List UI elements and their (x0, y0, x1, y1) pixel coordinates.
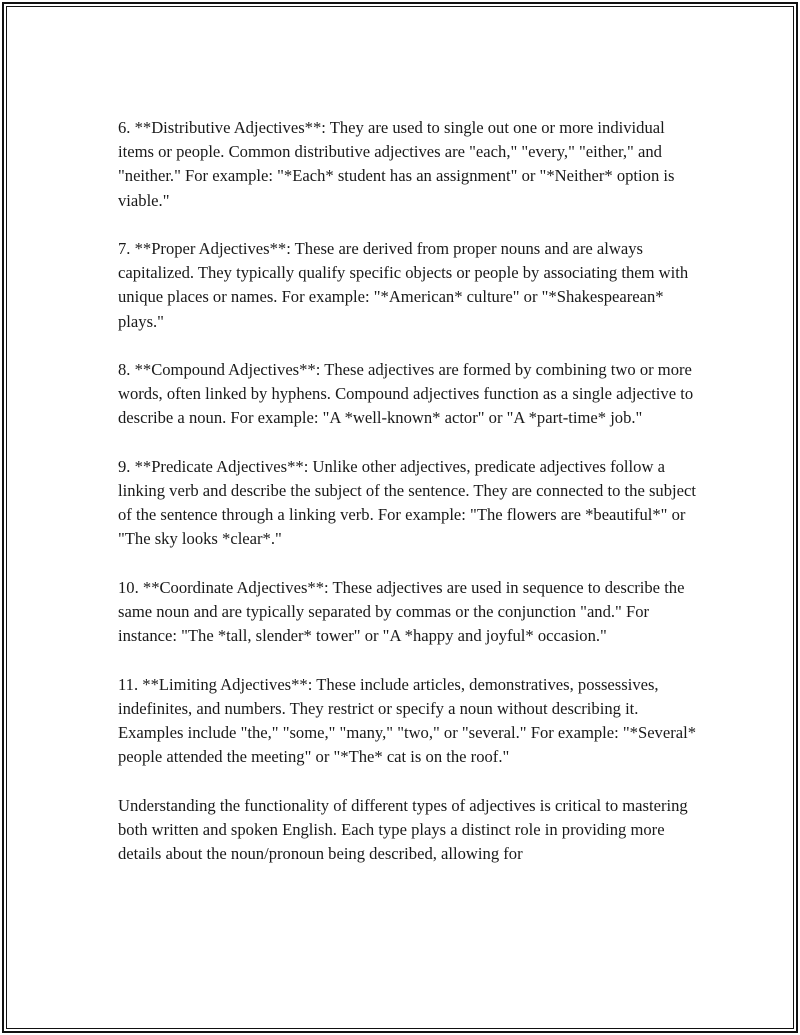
paragraph-conclusion: Understanding the functionality of different types of adjectives is critical to mastering both written and spoken English. Each type plays a distinct role in providing more details about the noun/pronoun being described, allowing for (118, 795, 688, 863)
paragraph-distributive-adjectives: 6. **Distributive Adjectives**: They are used to single out one or more individual items or people. Common distributive adjectives are "each," "every," "either," and "neither." For example: "*Each* student has an assignment" or "*Neither* option is viable." (118, 118, 675, 210)
paragraph-predicate-adjectives: 9. **Predicate Adjectives**: Unlike other adjectives, predicate adjectives follow a linking verb and describe the subject of the sentence. They are connected to the subject of the sentence through a linking verb. For example: "The flowers are *beautiful*" or "The sky looks *clear*." (118, 456, 696, 549)
paragraph-proper-adjectives: 7. **Proper Adjectives**: These are derived from proper nouns and are always capitalized. They typically qualify specific objects or people by associating them with unique places or names. For example: "*American* culture" or "*Shakespearean* plays." (118, 239, 689, 331)
document-body (118, 116, 698, 890)
paragraph-compound-adjectives: 8. **Compound Adjectives**: These adjectives are formed by combining two or more words, often linked by hyphens. Compound adjectives function as a single adjective to describe a noun. For example: "A *well-known* actor" or "A *part-time* job." (118, 360, 694, 428)
paragraph-coordinate-adjectives: 10. **Coordinate Adjectives**: These adjectives are used in sequence to describe the same noun and are typically separated by commas or the conjunction "and." For instance: "The *tall, slender* tower" or "A *happy and joyful* occasion." (118, 577, 685, 646)
paragraph-limiting-adjectives: 11. **Limiting Adjectives**: These include articles, demonstratives, possessives, indefinites, and numbers. They restrict or specify a noun without describing it. Examples include "the," "some," "many," "two," or "several." For example: "*Several* people attended the meeting" or "*The* cat is on the roof." (118, 674, 697, 767)
